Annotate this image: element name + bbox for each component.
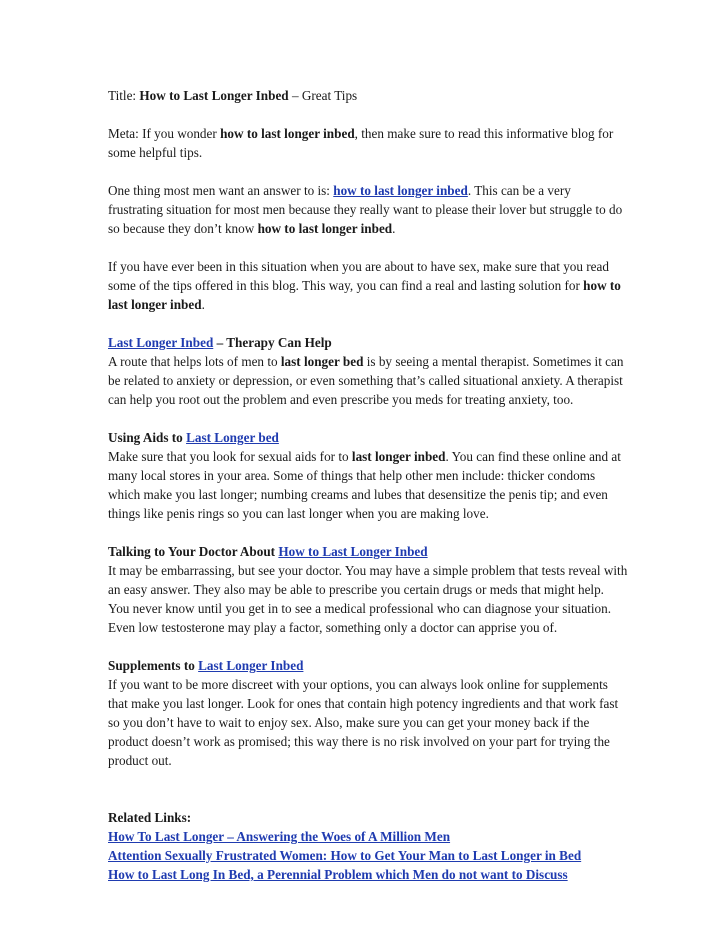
section-therapy-text-end: is by seeing a mental therapist. Sometimes it can be related to anxiety or depression, or even something that’s called situational anxiety. A therapist can help you root out the problem and even prescribe you meds for treating anxiety, too. <box>108 354 624 407</box>
title-subtitle: Great Tips <box>301 88 358 103</box>
intro-keyword: how to last longer inbed <box>257 221 393 236</box>
section-aids-text: Make sure that you look for sexual aids for to <box>108 449 352 464</box>
section-therapy-text: A route that helps lots of men to <box>108 354 281 369</box>
meta-text: If you wonder <box>138 126 221 141</box>
section-aids <box>108 428 628 523</box>
article-title: How to Last Longer Inbed <box>139 88 289 103</box>
related-links-heading: Related Links: <box>108 810 192 825</box>
section-doctor-text: It may be embarrassing, but see your doctor. You may have a simple problem that tests reveal with an easy answer. They also may be able to prescribe you certain drugs or meds that might help. You never know until you get in to see a medical professional who can diagnose your situation. Even low testosterone may play a factor, something only a doctor can apprise you of. <box>108 563 628 635</box>
section-therapy-keyword: last longer bed <box>280 354 364 369</box>
section-therapy-heading-text: – Therapy Can Help <box>213 335 332 350</box>
section-aids-text-end: . You can find these online and at many local stores in your area. Some of things that help other men include: thicker condoms which make you last longer; numbing creams and lubes that desensitize the penis tip; and even things like penis rings so you can last longer when you are making love. <box>108 449 621 521</box>
meta-label: Meta: <box>108 126 139 141</box>
related-links <box>108 808 628 884</box>
section-doctor-heading-text: Talking to Your Doctor About <box>108 544 279 559</box>
section-doctor-link[interactable]: How to Last Longer Inbed <box>278 544 428 559</box>
intro-text: One thing most men want an answer to is: <box>108 183 334 198</box>
meta-keyword: how to last longer inbed <box>220 126 355 141</box>
section-therapy-heading <box>108 335 332 350</box>
section-supplements-heading-text: Supplements to <box>108 658 199 673</box>
meta-paragraph <box>108 124 628 162</box>
title-label: Title: <box>108 88 137 103</box>
intro-keyword-link[interactable]: how to last longer inbed <box>333 183 468 198</box>
intro2-keyword: how to last longer inbed <box>108 278 621 312</box>
section-aids-keyword: last longer inbed <box>351 449 446 464</box>
section-supplements-heading <box>108 658 303 673</box>
document-page <box>108 86 628 884</box>
related-link[interactable]: How to Last Long In Bed, a Perennial Problem which Men do not want to Discuss <box>108 867 568 882</box>
meta-text-end: , then make sure to read this informative blog for some helpful tips. <box>108 126 614 160</box>
section-supplements-link[interactable]: Last Longer Inbed <box>198 658 304 673</box>
section-supplements-text: If you want to be more discreet with your options, you can always look online for supplements that make you last longer. Look for ones that contain high potency ingredients and that work fast so you don’t have to wait to enjoy sex. Also, make sure you can get your money back if the product doesn’t work as promised; this way there is no risk involved on your part for trying the product out. <box>108 677 619 768</box>
section-aids-heading-text: Using Aids to <box>108 430 187 445</box>
intro-paragraph <box>108 181 628 238</box>
intro-text-end: . <box>392 221 396 236</box>
section-supplements <box>108 656 628 770</box>
related-link[interactable]: How To Last Longer – Answering the Woes of A Million Men <box>108 829 451 844</box>
section-therapy <box>108 333 628 409</box>
section-aids-heading <box>108 430 279 445</box>
section-aids-link[interactable]: Last Longer bed <box>186 430 279 445</box>
title-dash: – <box>288 88 302 103</box>
section-doctor <box>108 542 628 637</box>
intro2-text: If you have ever been in this situation when you are about to have sex, make sure that you read some of the tips offered in this blog. This way, you can find a real and lasting solution for <box>108 259 609 293</box>
section-therapy-link[interactable]: Last Longer Inbed <box>108 335 214 350</box>
related-link[interactable]: Attention Sexually Frustrated Women: How to Get Your Man to Last Longer in Bed <box>108 848 582 863</box>
intro-text-middle: . This can be a very frustrating situation for most men because they really want to please their lover but struggle to do so because they don’t know <box>108 183 623 236</box>
intro2-paragraph <box>108 257 628 314</box>
title-line <box>108 86 628 105</box>
section-doctor-heading <box>108 544 428 559</box>
intro2-text-end: . <box>201 297 205 312</box>
